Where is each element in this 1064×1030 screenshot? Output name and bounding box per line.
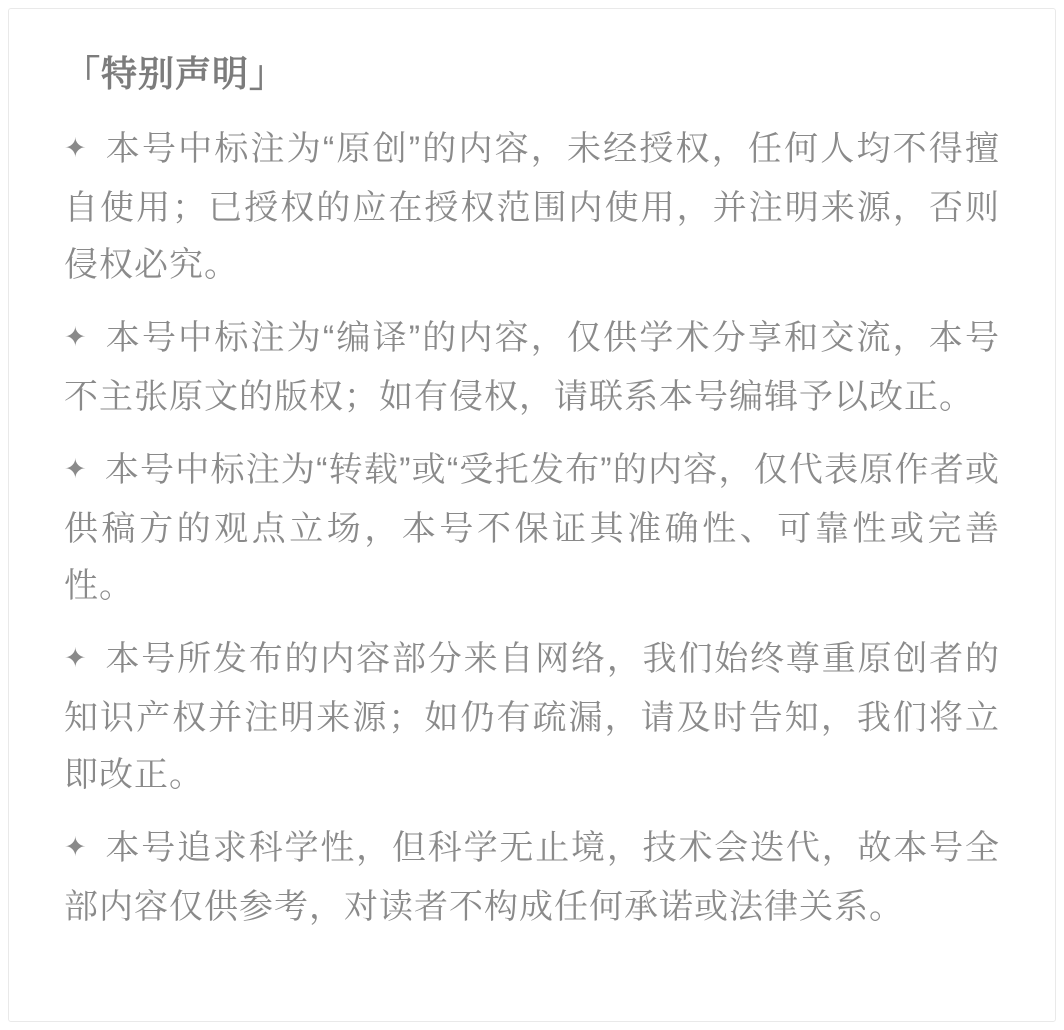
disclaimer-card (8, 8, 1056, 1022)
four-pointed-star-icon: ✦ (64, 133, 88, 163)
statement-item (64, 820, 1000, 936)
four-pointed-star-icon: ✦ (64, 454, 88, 484)
statement-item (64, 631, 1000, 804)
statement-text: 本号中标注为“转载”或“受托发布”的内容，仅代表原作者或供稿方的观点立场，本号不保证其准确性、可靠性或完善性。 (64, 451, 1000, 605)
statement-text: 本号中标注为“原创”的内容，未经授权，任何人均不得擅自使用；已授权的应在授权范围内使用，并注明来源，否则侵权必究。 (64, 130, 1000, 284)
four-pointed-star-icon: ✦ (64, 643, 88, 673)
four-pointed-star-icon: ✦ (64, 322, 88, 352)
statement-list (64, 121, 1000, 936)
statement-item (64, 310, 1000, 426)
statement-text: 本号所发布的内容部分来自网络，我们始终尊重原创者的知识产权并注明来源；如仍有疏漏，请及时告知，我们将立即改正。 (64, 640, 1000, 794)
disclaimer-title: 「特别声明」 (64, 53, 287, 94)
statement-text: 本号追求科学性，但科学无止境，技术会迭代，故本号全部内容仅供参考，对读者不构成任何承诺或法律关系。 (64, 829, 1000, 926)
statement-item (64, 121, 1000, 294)
four-pointed-star-icon: ✦ (64, 832, 88, 862)
statement-text: 本号中标注为“编译”的内容，仅供学术分享和交流，本号不主张原文的版权；如有侵权，请联系本号编辑予以改正。 (64, 319, 1000, 416)
statement-item (64, 442, 1000, 615)
